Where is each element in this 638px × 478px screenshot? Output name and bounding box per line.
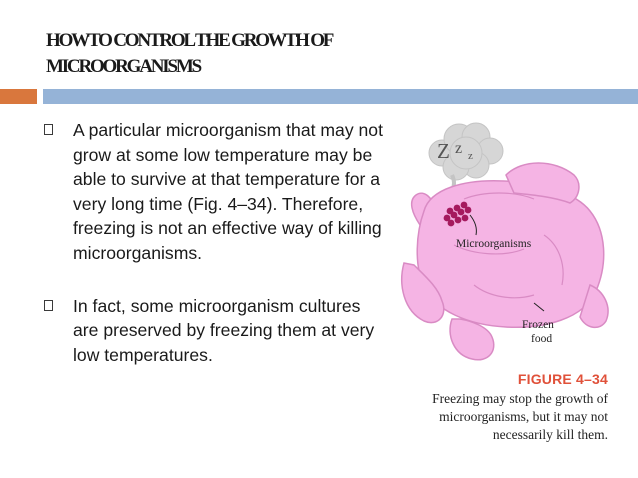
figure-caption: Freezing may stop the growth of microorganisms, but it may not necessarily kill them. — [432, 391, 608, 442]
chicken-icon — [402, 163, 608, 360]
title-line-1: HOWTO CONTROL THE GROWTH OF — [46, 30, 333, 51]
microorganisms-label: Microorganisms — [456, 238, 532, 250]
food-label: food — [531, 333, 553, 345]
title-line-2: MICROORGANISMS — [46, 56, 200, 77]
bullet-item — [44, 118, 384, 266]
sleep-z-large: Z — [437, 139, 450, 163]
slide-title — [46, 28, 446, 80]
bullet-list — [44, 118, 384, 367]
title-divider-accent — [0, 89, 37, 104]
square-bullet-icon — [44, 124, 53, 135]
sleep-z-small: z — [468, 150, 473, 162]
bullet-item — [44, 294, 384, 368]
figure-number: FIGURE 4–34 — [517, 371, 608, 387]
title-divider-bar — [43, 89, 638, 104]
bullet-text: In fact, some microorganism cultures are preserved by freezing them at very low temperatures. — [73, 295, 375, 365]
sleep-z-medium: z — [455, 140, 463, 157]
bullet-text: A particular microorganism that may not grow at some low temperature may be able to survive at that temperature for a very long time (Fig. 4–34). Therefore, freezing is not an effective way of killing microorganisms. — [73, 120, 383, 263]
square-bullet-icon — [44, 300, 53, 311]
figure-frozen-chicken — [394, 115, 618, 471]
frozen-label: Frozen — [522, 319, 554, 331]
